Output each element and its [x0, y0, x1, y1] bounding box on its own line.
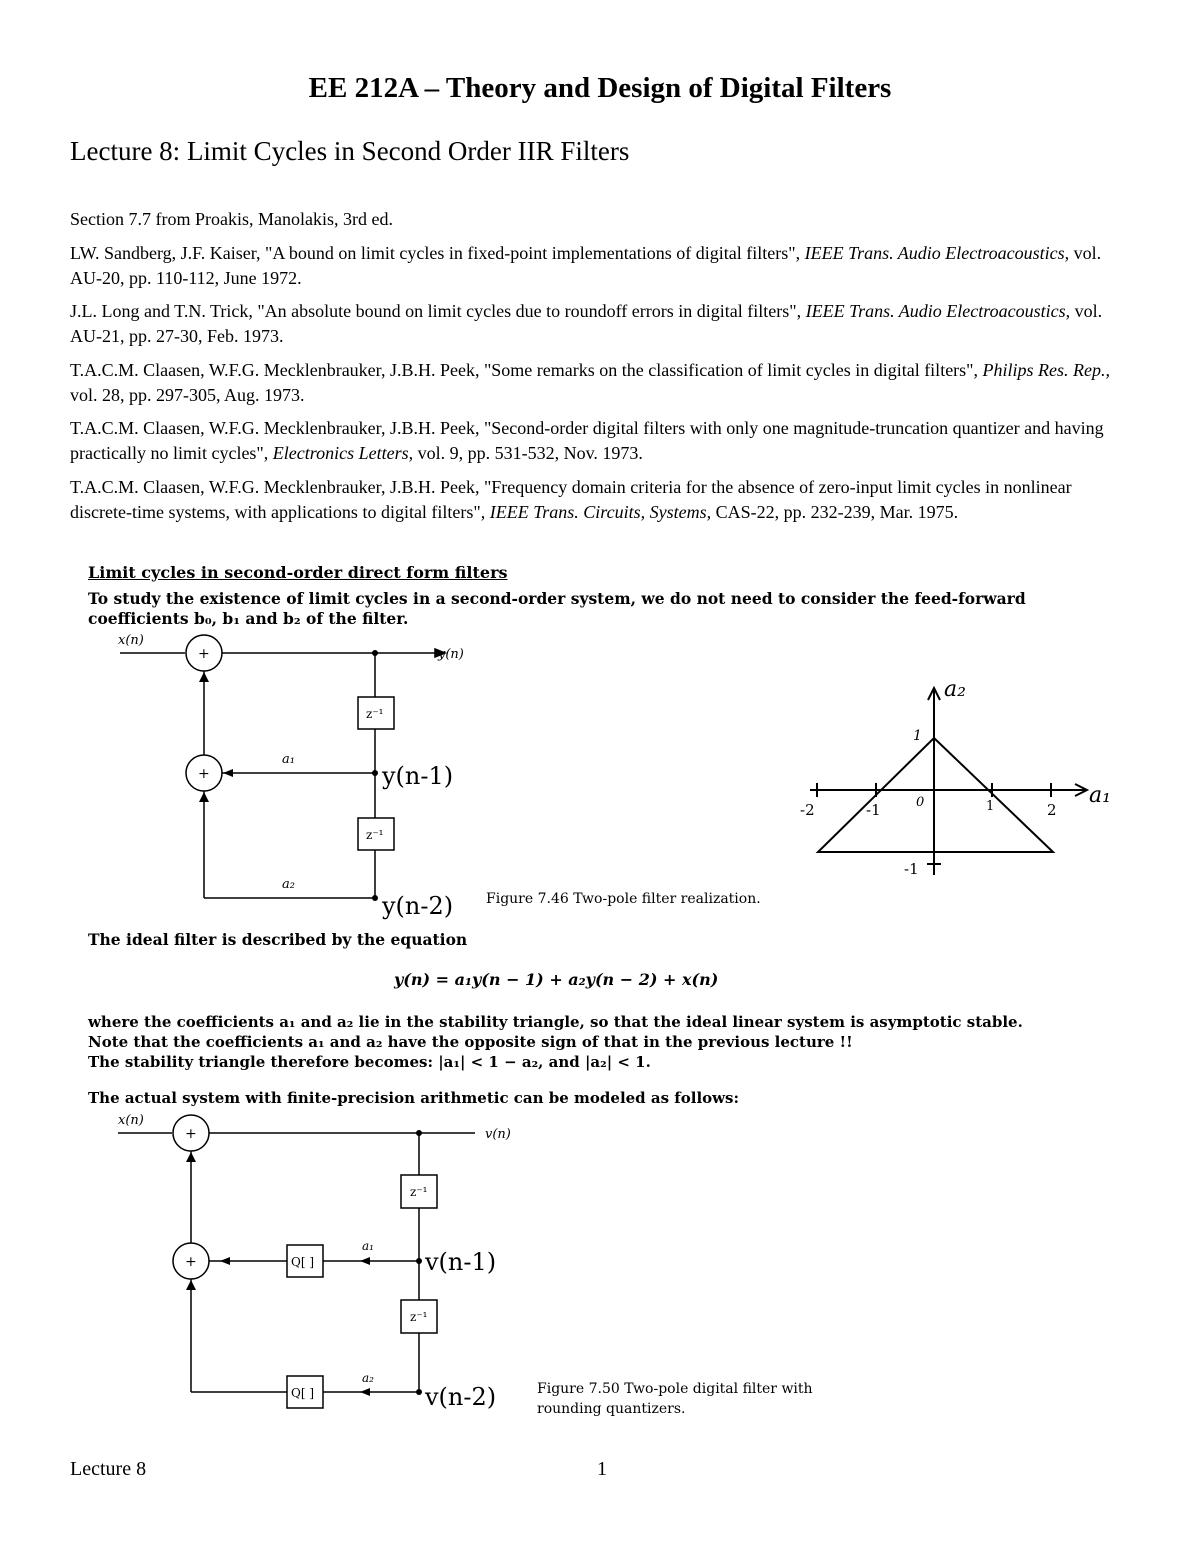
quantized-filter-diagram	[100, 1110, 520, 1430]
where-text: where the coefficients a₁ and a₂ lie in the stability triangle, so that the ideal linear system is asymptotic stable.	[88, 1013, 1023, 1031]
stability-triangle-plot	[780, 670, 1140, 890]
section-heading: Limit cycles in second-order direct form filters	[88, 563, 508, 582]
coef-a2-label: a₂	[362, 1371, 374, 1385]
y-output-label: y(n)	[438, 647, 464, 662]
tick-label: 1	[913, 728, 922, 744]
tick-label: -2	[800, 801, 815, 819]
intro-paragraph: To study the existence of limit cycles in a second-order system, we do not need to consider the feed-forward coefficients b₀, b₁ and b₂ of the filter.	[88, 589, 1026, 628]
ideal-filter-text: The ideal filter is described by the equation	[88, 930, 468, 949]
v-n-minus-1-annotation: v(n-1)	[425, 1248, 497, 1276]
actual-system-text: The actual system with finite-precision arithmetic can be modeled as follows:	[88, 1089, 740, 1107]
reference-item: J.L. Long and T.N. Trick, "An absolute bound on limit cycles due to roundoff errors in digital filters", IEEE Trans. Audio Electroacoustics, vol. AU-21, pp. 27-30, Feb. 1973.	[70, 301, 1103, 346]
tick-label: 1	[986, 799, 995, 814]
y-n-minus-2-annotation: y(n-2)	[382, 892, 454, 920]
quantizer-label: Q[ ]	[291, 1386, 315, 1400]
adder-symbol: +	[185, 1126, 197, 1142]
figure-caption-continued: rounding quantizers.	[537, 1401, 686, 1417]
a1-axis-label: a₁	[1089, 783, 1111, 808]
coef-a1-label: a₁	[362, 1239, 374, 1253]
reference-item: Section 7.7 from Proakis, Manolakis, 3rd ed.	[70, 209, 393, 229]
reference-item: T.A.C.M. Claasen, W.F.G. Mecklenbrauker, J.B.H. Peek, "Second-order digital filters with only one magnitude-truncation quantizer and having practically no limit cycles", Electronics Letters, vol. 9, pp. 531-532, Nov. 1973.	[70, 418, 1104, 463]
x-input-label: x(n)	[118, 1113, 144, 1128]
reference-item: T.A.C.M. Claasen, W.F.G. Mecklenbrauker, J.B.H. Peek, "Frequency domain criteria for the absence of zero-input limit cycles in nonlinear discrete-time systems, with applications to digital filters", IEEE Trans. Circuits, Systems, CAS-22, pp. 232-239, Mar. 1975.	[70, 477, 1072, 522]
lecture-subtitle: Lecture 8: Limit Cycles in Second Order IIR Filters	[70, 136, 630, 166]
delay-label: z⁻¹	[410, 1185, 428, 1199]
adder-symbol: +	[185, 1254, 197, 1270]
tick-label: -1	[866, 801, 881, 819]
delay-label: z⁻¹	[366, 707, 384, 721]
quantizer-label: Q[ ]	[291, 1255, 315, 1269]
y-n-minus-1-annotation: y(n-1)	[382, 762, 454, 790]
v-n-minus-2-annotation: v(n-2)	[425, 1383, 497, 1411]
adder-symbol: +	[198, 646, 210, 662]
figure-caption: Figure 7.46 Two-pole filter realization.	[486, 891, 761, 907]
tick-label: -1	[904, 860, 919, 878]
x-input-label: x(n)	[118, 633, 144, 648]
triangle-text: The stability triangle therefore becomes: |a₁| < 1 − a₂, and |a₂| < 1.	[88, 1053, 651, 1071]
footer-lecture-label: Lecture 8	[70, 1458, 147, 1480]
reference-item: LW. Sandberg, J.F. Kaiser, "A bound on limit cycles in fixed-point implementations of digital filters", IEEE Trans. Audio Electroacoustics, vol. AU-20, pp. 110-112, June 1972.	[70, 243, 1102, 288]
coef-a1-label: a₁	[282, 752, 295, 767]
reference-item: T.A.C.M. Claasen, W.F.G. Mecklenbrauker, J.B.H. Peek, "Some remarks on the classification of limit cycles in digital filters", Philips Res. Rep., vol. 28, pp. 297-305, Aug. 1973.	[70, 360, 1111, 405]
coef-a2-label: a₂	[282, 877, 295, 892]
delay-label: z⁻¹	[410, 1310, 428, 1324]
figure-caption: Figure 7.50 Two-pole digital filter with	[537, 1381, 813, 1397]
page-number: 1	[597, 1458, 607, 1480]
tick-label: 0	[916, 795, 925, 810]
delay-label: z⁻¹	[366, 828, 384, 842]
adder-symbol: +	[198, 766, 210, 782]
tick-label: 2	[1047, 801, 1057, 819]
page-title: EE 212A – Theory and Design of Digital Filters	[308, 72, 892, 104]
difference-equation: y(n) = a₁y(n − 1) + a₂y(n − 2) + x(n)	[394, 970, 719, 989]
note-text: Note that the coefficients a₁ and a₂ have the opposite sign of that in the previous lecture !!	[88, 1033, 853, 1051]
a2-axis-label: a₂	[944, 677, 966, 702]
two-pole-filter-diagram	[100, 630, 500, 930]
v-output-label: v(n)	[485, 1127, 511, 1142]
